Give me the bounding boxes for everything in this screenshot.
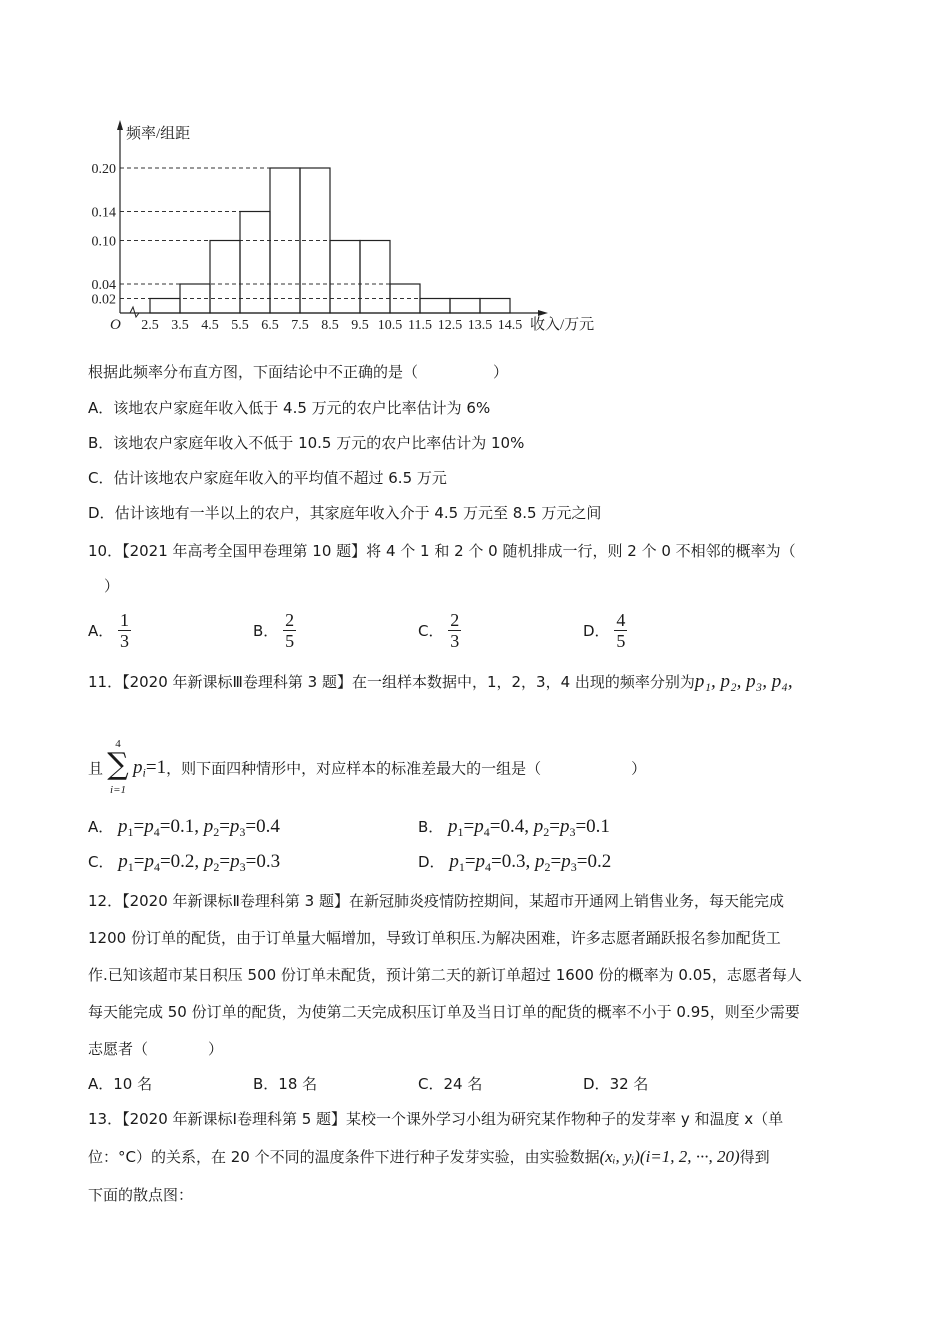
svg-text:频率/组距: 频率/组距	[126, 126, 191, 142]
option-text: 该地农户家庭年收入不低于 10.5 万元的农户比率估计为 10%	[113, 434, 525, 452]
fraction: $\frac{2}{3}$	[450, 610, 460, 651]
q11-option-b: B． $p_1=p_4=0.4$, $p_2=p_3=0.1$	[418, 816, 610, 839]
svg-text:4.5: 4.5	[201, 318, 219, 333]
q11-option-c: C． $p_1=p_4=0.2$, $p_2=p_3=0.3$	[88, 851, 281, 874]
svg-text:8.5: 8.5	[321, 318, 339, 333]
svg-text:5.5: 5.5	[231, 318, 249, 333]
frequency-variables: p₁, p₂, p₃, p₄,	[694, 671, 793, 692]
line-prefix: 且	[88, 759, 104, 778]
q11-stem	[88, 672, 793, 692]
q13-line2: 位：°C）的关系，在 20 个不同的温度条件下进行种子发芽实验，由实验数据(xᵢ, yᵢ)(i=1, 2, ···, 20)得到	[88, 1147, 770, 1166]
question-number: 11．	[88, 673, 123, 691]
q13-stem	[88, 1109, 783, 1129]
option-label: D．	[583, 622, 610, 640]
question-text: 某校一个课外学习小组为研究某作物种子的发芽率 y 和温度 x（单	[346, 1110, 784, 1128]
fraction: $\frac{4}{5}$	[616, 610, 626, 651]
data-notation: (xᵢ, yᵢ)(i=1, 2, ···, 20)	[599, 1147, 740, 1166]
option-label: A．	[88, 622, 114, 640]
svg-text:14.5: 14.5	[497, 318, 523, 333]
svg-text:3.5: 3.5	[171, 318, 189, 333]
q13-line3: 下面的散点图：	[88, 1186, 194, 1204]
question-number: 13．	[88, 1110, 123, 1128]
fraction: $\frac{1}{3}$	[120, 610, 130, 651]
question-text: 将 4 个 1 和 2 个 0 随机排成一行，则 2 个 0 不相邻的概率为（	[366, 542, 796, 560]
question-number: 12．	[88, 892, 123, 910]
option-label: C．	[88, 469, 114, 487]
option-text: 估计该地有一半以上的农户，其家庭年收入介于 4.5 万元至 8.5 万元之间	[114, 504, 602, 522]
q11-option-d: D． $p_1=p_4=0.3$, $p_2=p_3=0.2$	[418, 851, 612, 874]
q11-stem-line2: 且 4 ∑ i=1 $p_i=1$，则下面四种情形中，对应样本的标准差最大的一组是（ ）	[88, 738, 647, 796]
svg-text:收入/万元: 收入/万元	[530, 317, 595, 333]
option-text: 估计该地农户家庭年收入的平均值不超过 6.5 万元	[113, 469, 447, 487]
q12-stem	[88, 891, 784, 911]
q10-option-b	[253, 610, 296, 651]
q11-option-a: A． $p_1=p_4=0.1$, $p_2=p_3=0.4$	[88, 816, 280, 839]
svg-text:9.5: 9.5	[351, 318, 369, 333]
q9-option-d	[88, 503, 601, 523]
option-label: A．	[88, 399, 114, 417]
question-source: 【2020 年新课标Ⅱ卷理科第 3 题】	[122, 892, 349, 910]
q12-option-b: B．18 名	[253, 1075, 318, 1093]
q10-option-a	[88, 610, 131, 651]
q12-line4: 每天能完成 50 份订单的配货，为使第二天完成积压订单及当日订单的配货的概率不小于 0.95，则至少需要	[88, 1003, 800, 1021]
option-label: B．	[88, 434, 114, 452]
svg-text:0.02: 0.02	[91, 292, 116, 308]
q12-option-d: D．32 名	[583, 1075, 649, 1093]
svg-text:0.14: 0.14	[91, 205, 116, 221]
svg-text:0.20: 0.20	[91, 162, 116, 177]
q10-stem-close: ）	[104, 577, 120, 595]
q12-line5: 志愿者（ ）	[88, 1040, 224, 1058]
q9-option-b	[88, 433, 524, 453]
sigma-icon: ∑	[107, 747, 129, 782]
summation: 4 ∑ i=1	[103, 738, 133, 798]
q9-stem: 根据此频率分布直方图，下面结论中不正确的是（ ）	[88, 363, 509, 381]
svg-text:10.5: 10.5	[377, 318, 403, 333]
question-source: 【2020 年新课标Ⅲ卷理科第 3 题】	[122, 673, 352, 691]
option-text: 该地农户家庭年收入低于 4.5 万元的农户比率估计为 6%	[113, 399, 491, 417]
question-text: 在一组样本数据中，1，2，3，4 出现的频率分别为	[351, 673, 695, 691]
option-label: B．	[253, 622, 279, 640]
question-text: 在新冠肺炎疫情防控期间，某超市开通网上销售业务，每天能完成	[349, 892, 785, 910]
q10-option-c	[418, 610, 461, 651]
q10-option-d	[583, 610, 627, 651]
option-label: C．	[418, 622, 444, 640]
q9-option-a	[88, 398, 490, 418]
q12-option-c: C．24 名	[418, 1075, 483, 1093]
svg-text:7.5: 7.5	[291, 318, 309, 333]
svg-text:0.04: 0.04	[91, 278, 116, 293]
q10-stem	[88, 541, 796, 561]
q12-option-a: A．10 名	[88, 1075, 153, 1093]
q12-line2: 1200 份订单的配货，由于订单量大幅增加，导致订单积压.为解决困难，许多志愿者踊跃报名参加配货工	[88, 929, 781, 947]
svg-text:0.10: 0.10	[91, 234, 116, 250]
svg-text:13.5: 13.5	[467, 318, 493, 333]
histogram-svg	[80, 110, 620, 345]
svg-text:12.5: 12.5	[437, 318, 463, 333]
question-source: 【2020 年新课标Ⅰ卷理科第 5 题】	[122, 1110, 347, 1128]
q9-option-c	[88, 468, 447, 488]
option-label: D．	[88, 504, 115, 522]
svg-text:6.5: 6.5	[261, 318, 279, 333]
q12-line3: 作.已知该超市某日积压 500 份订单未配货，预计第二天的新订单超过 1600 份的概率为 0.05，志愿者每人	[88, 966, 802, 984]
question-number: 10．	[88, 542, 123, 560]
svg-text:2.5: 2.5	[141, 318, 159, 333]
histogram-chart	[80, 110, 620, 345]
question-source: 【2021 年高考全国甲卷理第 10 题】	[122, 542, 367, 560]
fraction: $\frac{2}{5}$	[285, 610, 295, 651]
svg-text:11.5: 11.5	[408, 318, 432, 333]
svg-text:O: O	[110, 317, 121, 333]
